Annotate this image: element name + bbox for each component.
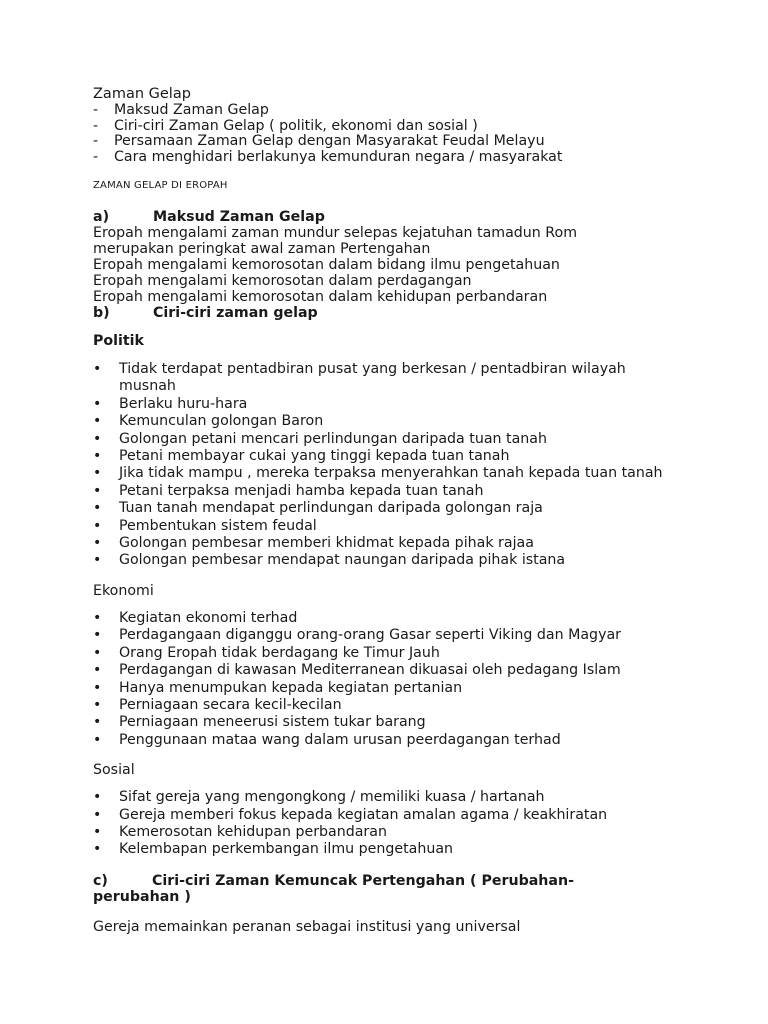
bullet-marker: • — [93, 806, 102, 823]
section-letter: c) — [93, 872, 108, 889]
list-item: • Petani terpaksa menjadi hamba kepada tuan tanah — [93, 482, 484, 499]
list-item: • Jika tidak mampu , mereka terpaksa menyerahkan tanah kepada tuan tanah — [93, 465, 663, 482]
list-item: • Kegiatan ekonomi terhad — [93, 609, 298, 626]
outline-item: - Ciri-ciri Zaman Gelap ( politik, ekonomi dan sosial ) — [93, 117, 478, 134]
bullet-marker: • — [93, 644, 102, 661]
section-title: Maksud Zaman Gelap — [153, 209, 325, 225]
section-c-heading — [93, 873, 673, 906]
list-item: • Golongan pembesar memberi khidmat kepada pihak rajaa — [93, 535, 534, 552]
section-title-continued: perubahan ) — [93, 889, 191, 906]
bullet-marker: • — [93, 627, 102, 644]
list-item: • Golongan pembesar mendapat naungan daripada pihak istana — [93, 552, 566, 569]
list-item: • Tuan tanah mendapat perlindungan daripada golongan raja — [93, 500, 543, 517]
bullet-marker: • — [93, 361, 102, 377]
bullet-marker: • — [93, 465, 102, 482]
bullet-marker: • — [93, 430, 102, 447]
outline-list — [93, 103, 673, 165]
outline-item: - Maksud Zaman Gelap — [93, 102, 269, 118]
list-item: • Gereja memberi fokus kepada kegiatan amalan agama / keakhiratan — [93, 806, 608, 823]
list-item: • Kemunculan golongan Baron — [93, 413, 324, 430]
section-title: Ciri-ciri Zaman Kemuncak Pertengahan ( Perubahan- — [152, 872, 574, 889]
list-item: • Perniagaan secara kecil-kecilan — [93, 696, 342, 713]
ekonomi-heading: Ekonomi — [93, 582, 154, 599]
list-item: • Hanya menumpukan kepada kegiatan pertanian — [93, 679, 463, 696]
list-item: • Penggunaan mataa wang dalam urusan peerdagangan terhad — [93, 731, 561, 748]
ekonomi-list — [93, 610, 673, 749]
list-item: • Tidak terdapat pentadbiran pusat yang berkesan / pentadbiran wilayah musnah — [93, 361, 626, 395]
list-item: • Perdagangaan diganggu orang-orang Gasar seperti Viking dan Magyar — [93, 627, 621, 644]
list-item: • Petani membayar cukai yang tinggi kepada tuan tanah — [93, 448, 510, 465]
dash-marker: - — [93, 102, 99, 118]
section-c-body: Gereja memainkan peranan sebagai institusi yang universal — [93, 918, 521, 935]
section-b-heading — [93, 305, 673, 321]
bullet-marker: • — [93, 517, 102, 534]
bullet-marker: • — [93, 679, 102, 696]
bullet-marker: • — [93, 609, 102, 626]
section-title: Ciri-ciri zaman gelap — [153, 305, 318, 321]
bullet-marker: • — [93, 448, 102, 465]
bullet-marker: • — [93, 500, 102, 517]
bullet-marker: • — [93, 823, 102, 840]
outline-item: - Persamaan Zaman Gelap dengan Masyarakat Feudal Melayu — [93, 133, 545, 149]
bullet-marker: • — [93, 395, 102, 412]
politik-heading: Politik — [93, 333, 144, 349]
list-item: • Perniagaan meneerusi sistem tukar barang — [93, 714, 426, 731]
list-item: • Pembentukan sistem feudal — [93, 517, 317, 534]
section-letter: a) — [93, 209, 110, 225]
dash-marker: - — [93, 117, 99, 134]
bullet-marker: • — [93, 482, 102, 499]
politik-list — [93, 361, 673, 570]
sosial-heading: Sosial — [93, 762, 135, 779]
bullet-marker: • — [93, 662, 102, 679]
section-letter: b) — [93, 305, 110, 321]
list-item: • Perdagangan di kawasan Mediterranean dikuasai oleh pedagang Islam — [93, 662, 621, 679]
bullet-marker: • — [93, 413, 102, 430]
doc-title: Zaman Gelap — [93, 86, 191, 102]
list-item: • Sifat gereja yang mengongkong / memiliki kuasa / hartanah — [93, 789, 545, 806]
section-caption: ZAMAN GELAP DI EROPAH — [93, 180, 228, 191]
list-item: • Kelembapan perkembangan ilmu pengetahuan — [93, 841, 454, 858]
bullet-marker: • — [93, 552, 102, 569]
bullet-marker: • — [93, 731, 102, 748]
list-item: • Golongan petani mencari perlindungan daripada tuan tanah — [93, 430, 547, 447]
bullet-marker: • — [93, 714, 102, 731]
section-a-body: Eropah mengalami zaman mundur selepas kejatuhan tamadun Rom merupakan peringkat awal zaman Pertengahan Eropah mengalami kemorosotan dalam bidang ilmu pengetahuan Eropah mengalami kemorosotan dalam perdagangan Eropah mengalami kemorosotan dalam kehidupan perbandaran — [93, 225, 578, 305]
dash-marker: - — [93, 148, 99, 165]
section-a-heading — [93, 209, 673, 225]
bullet-marker: • — [93, 696, 102, 713]
dash-marker: - — [93, 133, 99, 149]
sosial-list — [93, 789, 673, 859]
bullet-marker: • — [93, 535, 102, 552]
list-item: • Orang Eropah tidak berdagang ke Timur Jauh — [93, 644, 440, 661]
list-item: • Berlaku huru-hara — [93, 395, 248, 412]
bullet-marker: • — [93, 789, 102, 806]
list-item: • Kemerosotan kehidupan perbandaran — [93, 823, 387, 840]
bullet-marker: • — [93, 841, 102, 858]
document-page — [93, 86, 673, 935]
outline-item: - Cara menghidari berlakunya kemunduran negara / masyarakat — [93, 148, 563, 165]
